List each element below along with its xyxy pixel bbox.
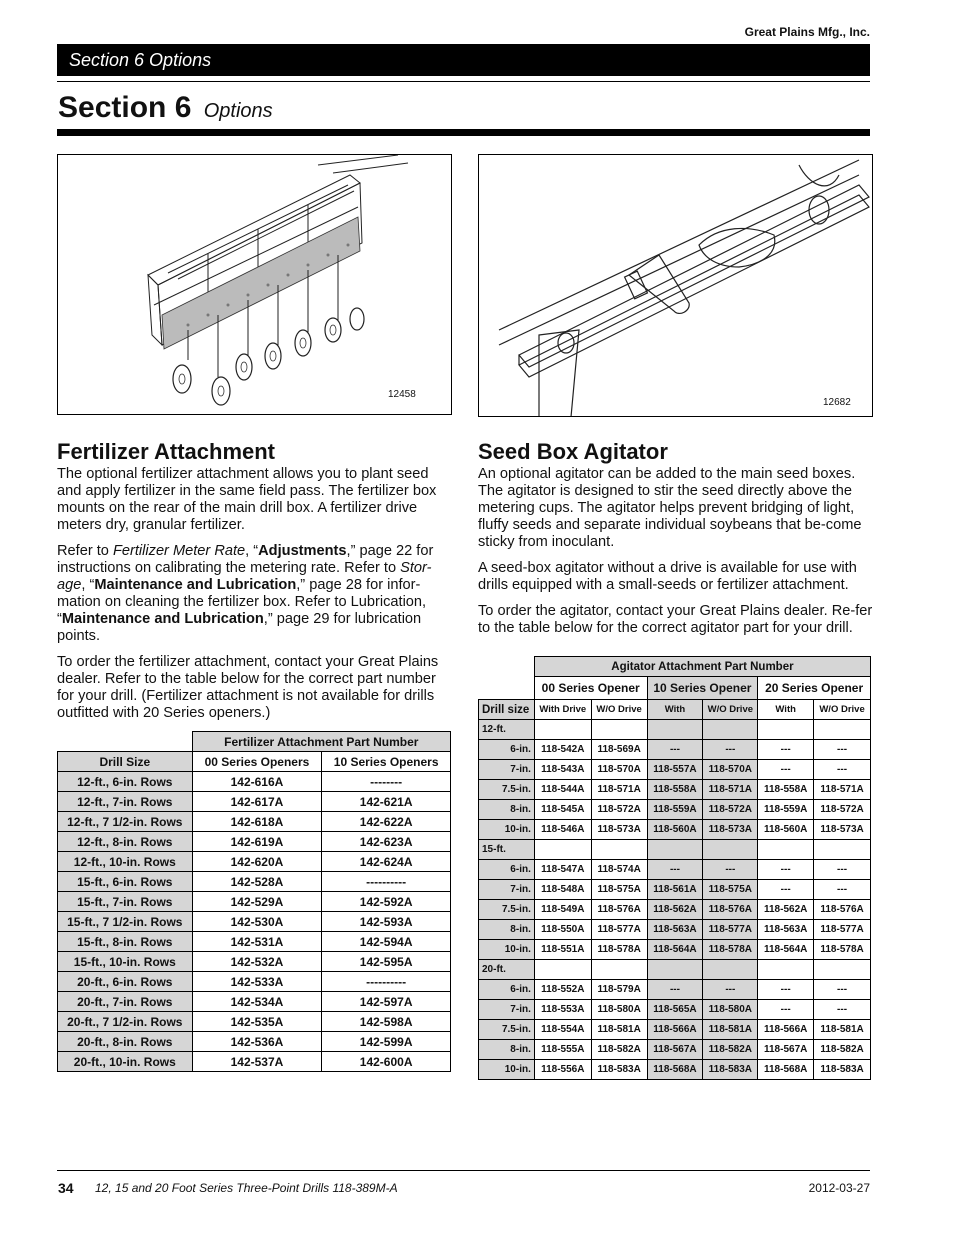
table-row [58,832,451,852]
part-number-cell: 118-572A [703,800,758,820]
table-row [58,912,451,932]
fertilizer-references-paragraph: Refer to Fertilizer Meter Rate, “Adjustments,” page 22 for instructions on calibrating the metering rate. Refer to Stor-age, “Maintenance and Lubrication,” page 28 for infor-mation on cleaning the fertilizer box. Refer to Lubrication, “Maintenance and Lubrication,” page 29 for lubrication points. [57,543,434,644]
company-name: Great Plains Mfg., Inc. [744,25,870,39]
table-row [58,972,451,992]
empty-cell [647,720,703,740]
part-number-cell: 118-545A [534,800,591,820]
sub-header-cell: W/O Drive [814,700,871,720]
part-number-cell: 118-579A [591,980,647,1000]
part-number-cell: 118-566A [758,1020,814,1040]
agitator-paragraph: A seed-box agitator without a drive is available for use with drills equipped with a small-seeds or fertilizer attachment. [478,560,857,593]
part-number-cell: --- [703,860,758,880]
part-number-cell: 118-576A [814,900,871,920]
agitator-ordering-paragraph: To order the agitator, contact your Great Plains dealer. Re-fer to the table below for the correct agitator part for your drill. [478,603,873,636]
empty-cell [758,840,814,860]
agitator-illustration [479,155,873,417]
empty-cell [534,840,591,860]
part-number-cell: 118-582A [703,1040,758,1060]
part-number-cell: 118-577A [814,920,871,940]
row-spacing-cell: 6-in. [479,860,535,880]
part-number-cell: 118-571A [814,780,871,800]
fertilizer-section [57,438,452,731]
part-number-cell: 142-621A [322,792,451,812]
footer-document-title: 12, 15 and 20 Foot Series Three-Point Drills 118-389M-A [95,1181,398,1195]
part-number-cell: 118-556A [534,1060,591,1080]
part-number-cell: 118-563A [647,920,703,940]
part-number-cell: 118-575A [591,880,647,900]
table-row [479,740,871,760]
part-number-cell: 118-547A [534,860,591,880]
drill-size-cell: 15-ft., 10-in. Rows [58,952,193,972]
part-number-cell: 118-566A [647,1020,703,1040]
part-number-cell: 118-578A [703,940,758,960]
part-number-cell: 118-543A [534,760,591,780]
part-number-cell: --- [758,740,814,760]
row-spacing-cell: 7-in. [479,1000,535,1020]
part-number-cell: 118-573A [703,820,758,840]
table-row [58,812,451,832]
part-number-cell: --- [647,740,703,760]
row-spacing-cell: 8-in. [479,800,535,820]
part-number-cell: 118-569A [591,740,647,760]
part-number-cell: 118-549A [534,900,591,920]
empty-cell [814,960,871,980]
empty-cell [534,960,591,980]
part-number-cell: 118-562A [758,900,814,920]
part-number-cell: 142-531A [192,932,322,952]
series-group-header: 10 Series Opener [647,677,758,700]
drill-size-cell: 12-ft., 8-in. Rows [58,832,193,852]
sub-header-cell: With Drive [534,700,591,720]
table-row [479,920,871,940]
fertilizer-table-title: Fertilizer Attachment Part Number [192,732,450,752]
fertilizer-paragraph: The optional fertilizer attachment allows you to plant seed and apply fertilizer in the same field pass. The fertilizer box mounts on the rear of the main drill box. A fertilizer drive meters dry, granular fertilizer. [57,466,437,533]
part-number-cell: 118-552A [534,980,591,1000]
table-row [58,1012,451,1032]
table-row [479,860,871,880]
part-number-cell: 118-565A [647,1000,703,1020]
part-number-cell: 118-571A [703,780,758,800]
table-row [479,1060,871,1080]
part-number-cell: 118-558A [758,780,814,800]
part-number-cell: 118-558A [647,780,703,800]
part-number-cell: 118-573A [591,820,647,840]
size-group-row [479,960,871,980]
drill-size-cell: 20-ft., 8-in. Rows [58,1032,193,1052]
part-number-cell: ---------- [322,972,451,992]
row-spacing-cell: 7.5-in. [479,1020,535,1040]
part-number-cell: 118-576A [703,900,758,920]
part-number-cell: 118-564A [758,940,814,960]
empty-cell [534,720,591,740]
part-number-cell: --- [758,860,814,880]
table-row [479,900,871,920]
sub-header-cell: W/O Drive [703,700,758,720]
part-number-cell: 118-564A [647,940,703,960]
part-number-cell: 118-582A [591,1040,647,1060]
empty-cell [591,840,647,860]
table-row [58,792,451,812]
part-number-cell: -------- [322,772,451,792]
part-number-cell: 118-572A [814,800,871,820]
empty-cell [814,720,871,740]
size-group-row [479,840,871,860]
table-row [479,760,871,780]
table-row [479,1040,871,1060]
empty-cell [703,840,758,860]
part-number-cell: --- [758,1000,814,1020]
page-title-main: Section 6 [58,91,192,124]
part-number-cell: --- [758,980,814,1000]
series-group-header: 20 Series Opener [758,677,871,700]
row-spacing-cell: 7-in. [479,880,535,900]
part-number-cell: 118-578A [591,940,647,960]
part-number-cell: 142-597A [322,992,451,1012]
figure-number: 12458 [388,389,416,400]
part-number-cell: 118-568A [758,1060,814,1080]
empty-cell [591,720,647,740]
part-number-cell: 118-559A [647,800,703,820]
table-row [479,800,871,820]
part-number-cell: 118-550A [534,920,591,940]
table-row [479,980,871,1000]
row-spacing-cell: 7.5-in. [479,900,535,920]
part-number-cell: 142-617A [192,792,322,812]
empty-cell [647,840,703,860]
table-row [58,1032,451,1052]
part-number-cell: --- [703,740,758,760]
table-row [58,952,451,972]
drill-size-cell: 15-ft., 7 1/2-in. Rows [58,912,193,932]
drill-size-cell: 20-ft., 7 1/2-in. Rows [58,1012,193,1032]
part-number-cell: ---------- [322,872,451,892]
part-number-cell: 142-600A [322,1052,451,1072]
empty-cell [758,960,814,980]
empty-cell [703,720,758,740]
part-number-cell: 118-575A [703,880,758,900]
part-number-cell: --- [814,880,871,900]
part-number-cell: 142-532A [192,952,322,972]
agitator-table-title: Agitator Attachment Part Number [534,657,870,677]
part-number-cell: 142-536A [192,1032,322,1052]
table-row [58,1052,451,1072]
drill-figure [57,154,452,415]
part-number-cell: 118-577A [703,920,758,940]
part-number-cell: --- [758,760,814,780]
empty-cell [814,840,871,860]
row-spacing-cell: 6-in. [479,740,535,760]
part-number-cell: 118-567A [758,1040,814,1060]
part-number-cell: 118-561A [647,880,703,900]
agitator-figure [478,154,873,417]
table-header-cell: 00 Series Openers [192,752,322,772]
agitator-part-table [478,656,871,1080]
part-number-cell: 118-546A [534,820,591,840]
part-number-cell: --- [814,860,871,880]
part-number-cell: --- [814,740,871,760]
part-number-cell: 118-576A [591,900,647,920]
agitator-section [478,438,873,646]
empty-cell [647,960,703,980]
part-number-cell: 142-599A [322,1032,451,1052]
part-number-cell: 118-570A [703,760,758,780]
table-row [479,1000,871,1020]
part-number-cell: 118-567A [647,1040,703,1060]
drill-size-cell: 15-ft., 6-in. Rows [58,872,193,892]
part-number-cell: --- [758,880,814,900]
part-number-cell: 118-557A [647,760,703,780]
part-number-cell: 118-583A [591,1060,647,1080]
table-row [58,872,451,892]
part-number-cell: 142-618A [192,812,322,832]
table-row [479,1020,871,1040]
part-number-cell: 142-616A [192,772,322,792]
part-number-cell: 118-559A [758,800,814,820]
part-number-cell: 142-620A [192,852,322,872]
size-group-label: 15-ft. [479,840,535,860]
part-number-cell: 142-535A [192,1012,322,1032]
part-number-cell: 118-544A [534,780,591,800]
part-number-cell: 118-583A [814,1060,871,1080]
part-number-cell: 142-592A [322,892,451,912]
part-number-cell: 118-583A [703,1060,758,1080]
table-row [479,940,871,960]
part-number-cell: 142-534A [192,992,322,1012]
part-number-cell: 118-580A [591,1000,647,1020]
agitator-paragraph: An optional agitator can be added to the main seed boxes. The agitator is designed to stir the seed directly above the metering cups. The agitator helps prevent bridging of light, fluffy seeds and separate individual soybeans that be-come sticky from inoculant. [478,466,862,550]
part-number-cell: 118-555A [534,1040,591,1060]
empty-cell [758,720,814,740]
size-group-label: 20-ft. [479,960,535,980]
part-number-cell: 142-624A [322,852,451,872]
part-number-cell: 118-572A [591,800,647,820]
part-number-cell: 142-594A [322,932,451,952]
table-row [58,852,451,872]
part-number-cell: 142-619A [192,832,322,852]
part-number-cell: 118-562A [647,900,703,920]
part-number-cell: --- [814,980,871,1000]
part-number-cell: 142-528A [192,872,322,892]
drill-size-cell: 12-ft., 10-in. Rows [58,852,193,872]
empty-cell [703,960,758,980]
row-spacing-cell: 7-in. [479,760,535,780]
part-number-cell: 118-570A [591,760,647,780]
table-row [479,780,871,800]
fertilizer-heading: Fertilizer Attachment [57,439,276,464]
drill-size-cell: 12-ft., 7-in. Rows [58,792,193,812]
figure-number: 12682 [823,397,851,408]
series-group-header: 00 Series Opener [534,677,647,700]
footer-divider [57,1170,870,1171]
fertilizer-ordering-paragraph: To order the fertilizer attachment, contact your Great Plains dealer. Refer to the table below for the correct part number for your drill. (Fertilizer attachment is not available for drills outfitted with 20 Series openers.) [57,654,439,721]
part-number-cell: 118-580A [703,1000,758,1020]
row-spacing-cell: 7.5-in. [479,780,535,800]
drill-size-header: Drill size [479,700,535,720]
page-number: 34 [58,1180,74,1196]
row-spacing-cell: 10-in. [479,820,535,840]
part-number-cell: --- [814,1000,871,1020]
drill-size-cell: 12-ft., 6-in. Rows [58,772,193,792]
part-number-cell: 142-622A [322,812,451,832]
drill-size-cell: 20-ft., 10-in. Rows [58,1052,193,1072]
part-number-cell: 118-548A [534,880,591,900]
size-group-row [479,720,871,740]
size-group-label: 12-ft. [479,720,535,740]
part-number-cell: 118-560A [758,820,814,840]
part-number-cell: 118-563A [758,920,814,940]
drill-size-cell: 12-ft., 7 1/2-in. Rows [58,812,193,832]
fertilizer-part-table [57,731,451,1072]
row-spacing-cell: 8-in. [479,1040,535,1060]
part-number-cell: --- [647,860,703,880]
part-number-cell: 118-581A [703,1020,758,1040]
part-number-cell: 118-582A [814,1040,871,1060]
header-divider [57,81,870,82]
footer-date: 2012-03-27 [808,1181,870,1195]
part-number-cell: 118-568A [647,1060,703,1080]
part-number-cell: --- [703,980,758,1000]
part-number-cell: 118-581A [591,1020,647,1040]
part-number-cell: 118-577A [591,920,647,940]
part-number-cell: 142-533A [192,972,322,992]
part-number-cell: 142-598A [322,1012,451,1032]
part-number-cell: 142-623A [322,832,451,852]
drill-size-cell: 15-ft., 7-in. Rows [58,892,193,912]
part-number-cell: 118-560A [647,820,703,840]
table-row [58,992,451,1012]
table-header-cell: 10 Series Openers [322,752,451,772]
table-row [479,820,871,840]
part-number-cell: 118-573A [814,820,871,840]
part-number-cell: 142-530A [192,912,322,932]
drill-size-cell: 15-ft., 8-in. Rows [58,932,193,952]
drill-illustration [58,155,452,415]
agitator-heading: Seed Box Agitator [478,439,668,464]
part-number-cell: 118-554A [534,1020,591,1040]
part-number-cell: 142-595A [322,952,451,972]
part-number-cell: 118-581A [814,1020,871,1040]
sub-header-cell: With [647,700,703,720]
part-number-cell: 118-574A [591,860,647,880]
part-number-cell: 118-571A [591,780,647,800]
part-number-cell: 118-578A [814,940,871,960]
sub-header-cell: With [758,700,814,720]
page-title-sub: Options [203,100,273,122]
row-spacing-cell: 6-in. [479,980,535,1000]
drill-size-cell: 20-ft., 7-in. Rows [58,992,193,1012]
part-number-cell: 118-553A [534,1000,591,1020]
part-number-cell: 142-593A [322,912,451,932]
table-header-cell: Drill Size [58,752,193,772]
row-spacing-cell: 8-in. [479,920,535,940]
part-number-cell: 118-551A [534,940,591,960]
table-row [58,892,451,912]
row-spacing-cell: 10-in. [479,940,535,960]
part-number-cell: 142-529A [192,892,322,912]
drill-size-cell: 20-ft., 6-in. Rows [58,972,193,992]
title-divider [57,129,870,136]
sub-header-cell: W/O Drive [591,700,647,720]
row-spacing-cell: 10-in. [479,1060,535,1080]
part-number-cell: 142-537A [192,1052,322,1072]
page-title [58,90,273,129]
empty-cell [591,960,647,980]
table-row [58,772,451,792]
table-row [479,880,871,900]
table-row [58,932,451,952]
part-number-cell: --- [814,760,871,780]
part-number-cell: --- [647,980,703,1000]
section-header-bar: Section 6 Options [57,44,870,76]
part-number-cell: 118-542A [534,740,591,760]
